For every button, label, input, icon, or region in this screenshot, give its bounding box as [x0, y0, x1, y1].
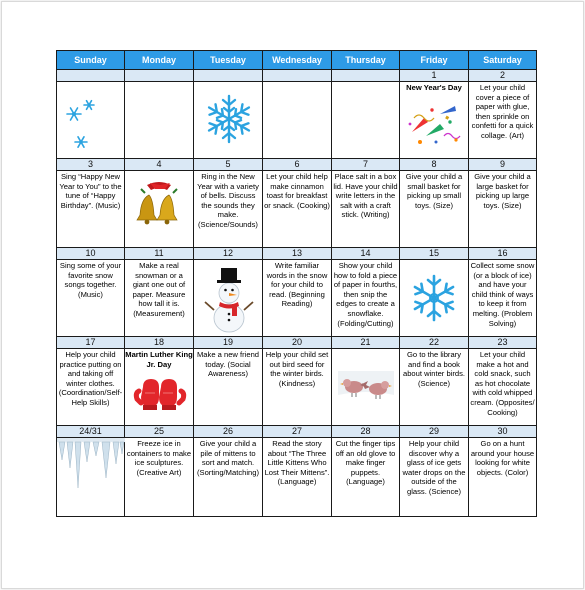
- activity-text: Let your child cover a piece of paper with glue, then sprinkle on confetti for a quick collage. (Art): [471, 83, 534, 140]
- day-cell: [400, 82, 469, 159]
- date-number: [263, 70, 332, 82]
- date-number: 13: [263, 248, 332, 260]
- date-number: 6: [263, 159, 332, 171]
- day-cell: [57, 260, 125, 337]
- snowflake-icon: [194, 82, 262, 158]
- date-number: 10: [57, 248, 125, 260]
- day-cell: [194, 438, 263, 517]
- day-cell: [332, 82, 400, 159]
- day-header-friday: Friday: [400, 51, 469, 70]
- day-header-thursday: Thursday: [332, 51, 400, 70]
- date-number: 23: [469, 337, 537, 349]
- week-5-activity-row: [57, 438, 537, 517]
- day-cell: [469, 349, 537, 426]
- date-number: 30: [469, 426, 537, 438]
- activity-text: Sing “Happy New Year to You” to the tune of “Happy Birthday”. (Music): [59, 172, 122, 210]
- date-number: [57, 70, 125, 82]
- day-cell: [125, 171, 194, 248]
- week-3-date-row: [57, 248, 537, 260]
- day-cell: [57, 438, 125, 517]
- date-number: 15: [400, 248, 469, 260]
- day-header-tuesday: Tuesday: [194, 51, 263, 70]
- date-number: 26: [194, 426, 263, 438]
- day-cell: [125, 82, 194, 159]
- day-header-row: [57, 51, 537, 70]
- snowman-icon: [194, 260, 262, 336]
- activity-text: Read the story about “The Three Little Kittens Who Lost Their Mittens”. (Language): [264, 439, 330, 487]
- activity-text: Make a real snowman or a giant one out of paper. Measure how tall it is. (Measurement): [132, 261, 186, 318]
- day-cell: [263, 171, 332, 248]
- activity-text: Cut the finger tips off an old glove to make finger puppets. (Language): [335, 439, 396, 487]
- date-number: 11: [125, 248, 194, 260]
- date-number: [332, 70, 400, 82]
- date-number: 27: [263, 426, 332, 438]
- date-number: 19: [194, 337, 263, 349]
- date-number: 25: [125, 426, 194, 438]
- day-cell: [332, 171, 400, 248]
- holiday-title: Martin Luther King Jr. Day: [125, 350, 193, 369]
- week-2-date-row: [57, 159, 537, 171]
- activity-text: Go on a hunt around your house looking for white objects. (Color): [470, 439, 535, 477]
- day-cell: [194, 349, 263, 426]
- activity-text: Give your child a small basket for picking up small toys. (Size): [405, 172, 463, 210]
- activity-text: Help your child practice putting on and taking off winter clothes. (Coordination/Self-Help Skills): [58, 350, 123, 407]
- date-number: 7: [332, 159, 400, 171]
- date-number: 16: [469, 248, 537, 260]
- day-header-wednesday: Wednesday: [263, 51, 332, 70]
- day-cell: [469, 260, 537, 337]
- date-number: 12: [194, 248, 263, 260]
- day-header-saturday: Saturday: [469, 51, 537, 70]
- icicles-icon: [57, 438, 124, 516]
- day-cell: [125, 438, 194, 517]
- activity-text: Show your child how to fold a piece of paper in fourths, then snip the edges to create a snowflake. (Folding/Cutting): [333, 261, 398, 328]
- week-5-date-row: [57, 426, 537, 438]
- day-cell: [332, 260, 400, 337]
- day-header-monday: Monday: [125, 51, 194, 70]
- date-number: 18: [125, 337, 194, 349]
- day-cell: [400, 349, 469, 426]
- winter-birds-icon: [332, 349, 399, 425]
- activity-text: Give your child a large basket for picking up large toys. (Size): [474, 172, 531, 210]
- activity-text: Freeze ice in containers to make ice sculptures. (Creative Art): [126, 439, 192, 477]
- day-cell: [400, 260, 469, 337]
- date-number: 22: [400, 337, 469, 349]
- activity-text: Write familiar words in the snow for your child to read. (Beginning Reading): [266, 261, 328, 309]
- date-number: 20: [263, 337, 332, 349]
- date-number: [125, 70, 194, 82]
- day-cell: [194, 260, 263, 337]
- day-cell: [400, 438, 469, 517]
- week-1-date-row: [57, 70, 537, 82]
- week-1-activity-row: [57, 82, 537, 159]
- week-4-date-row: [57, 337, 537, 349]
- red-mittens-icon: [125, 371, 193, 425]
- activity-text: Let your child make a hot and cold snack, such as hot chocolate with cold whipped cream. (Opposites/ Cooking): [470, 350, 535, 417]
- activity-text: Sing some of your favorite snow songs together. (Music): [59, 261, 122, 299]
- date-number: 29: [400, 426, 469, 438]
- date-number: 9: [469, 159, 537, 171]
- day-cell: [332, 438, 400, 517]
- day-cell: [469, 82, 537, 159]
- date-number: 14: [332, 248, 400, 260]
- week-4-activity-row: [57, 349, 537, 426]
- day-cell: [469, 171, 537, 248]
- date-number: 3: [57, 159, 125, 171]
- snowflake-icon: [400, 260, 468, 336]
- date-number: 8: [400, 159, 469, 171]
- date-number: 17: [57, 337, 125, 349]
- activity-text: Ring in the New Year with a variety of bells. Discuss the sounds they make. (Science/Sounds): [197, 172, 259, 229]
- holiday-title: New Year's Day: [406, 83, 462, 92]
- day-cell: [125, 260, 194, 337]
- day-cell: [332, 349, 400, 426]
- date-number: 4: [125, 159, 194, 171]
- week-3-activity-row: [57, 260, 537, 337]
- day-cell: [263, 82, 332, 159]
- date-number: 5: [194, 159, 263, 171]
- day-cell: [194, 171, 263, 248]
- day-cell: [263, 349, 332, 426]
- day-cell: [125, 349, 194, 426]
- activity-text: Make a new friend today. (Social Awareness): [196, 350, 260, 379]
- day-cell: [57, 171, 125, 248]
- day-cell: [57, 82, 125, 159]
- day-cell: [194, 82, 263, 159]
- date-number: 24/31: [57, 426, 125, 438]
- day-cell: [263, 438, 332, 517]
- activity-text: Go to the library and find a book about winter birds. (Science): [402, 350, 466, 388]
- calendar-page: [1, 1, 584, 589]
- activity-text: Place salt in a box lid. Have your child write letters in the salt with a craft stick. (Writing): [333, 172, 398, 220]
- activity-text: Help your child set out bird seed for the winter birds. (Kindness): [265, 350, 329, 388]
- date-number: 28: [332, 426, 400, 438]
- date-number: 2: [469, 70, 537, 82]
- day-cell: [263, 260, 332, 337]
- day-header-sunday: Sunday: [57, 51, 125, 70]
- day-cell: [469, 438, 537, 517]
- date-number: 1: [400, 70, 469, 82]
- day-cell: [57, 349, 125, 426]
- activity-text: Let your child help make cinnamon toast for breakfast or snack. (Cooking): [264, 172, 330, 210]
- date-number: 21: [332, 337, 400, 349]
- christmas-bells-icon: [125, 171, 193, 247]
- week-2-activity-row: [57, 171, 537, 248]
- activity-text: Collect some snow (or a block of ice) and have your child think of ways to keep it from melting. (Problem Solving): [470, 261, 535, 328]
- party-confetti-icon: [400, 96, 468, 158]
- activity-text: Give your child a pile of mittens to sort and match. (Sorting/Matching): [196, 439, 260, 477]
- day-cell: [400, 171, 469, 248]
- activity-text: Help your child discover why a glass of ice gets water drops on the outside of the glass. (Science): [402, 439, 466, 496]
- snowflakes-icon: [57, 82, 124, 158]
- date-number: [194, 70, 263, 82]
- calendar-table: [56, 50, 537, 517]
